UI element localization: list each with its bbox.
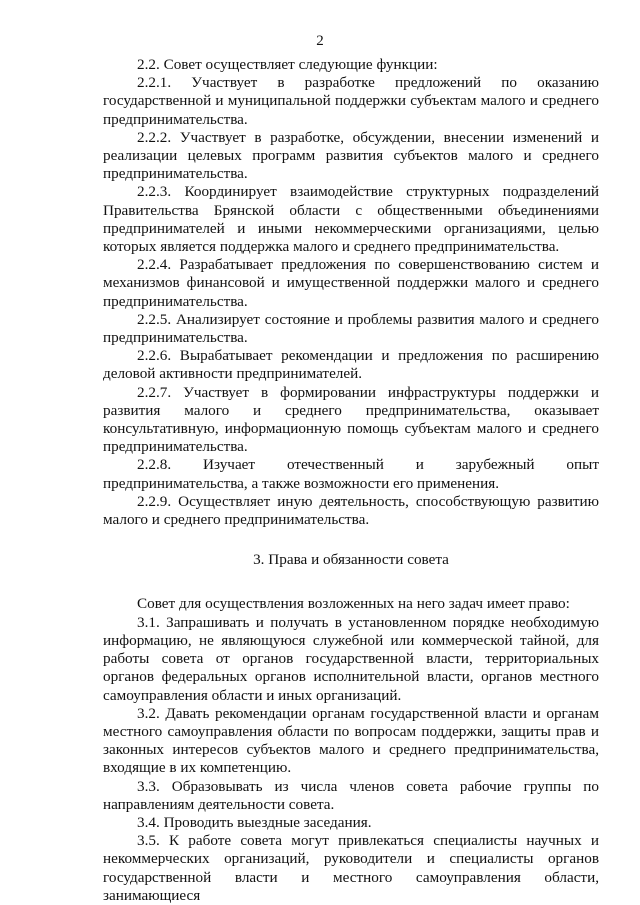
paragraph-3-1: 3.1. Запрашивать и получать в установленном порядке необходимую информацию, не являющуюся служебной или коммерческой тайной, для работы совета от органов государственной власти, территориальных органов федеральных органов исполнительной власти, органов местного самоуправления области и иных организаций. (103, 613, 599, 704)
paragraph-3-4: 3.4. Проводить выездные заседания. (137, 813, 372, 831)
paragraph-3-2: 3.2. Давать рекомендации органам государственной власти и органам местного самоуправления области по вопросам поддержки, защиты прав и законных интересов субъектов малого и среднего предпринимательства, входящие в их компетенцию. (103, 704, 599, 777)
section-2-2-intro: 2.2. Совет осуществляет следующие функции: (137, 56, 438, 73)
paragraph-2-2-1: 2.2.1. Участвует в разработке предложений по оказанию государственной и муниципальной поддержки субъектам малого и среднего предпринимательства. (103, 74, 599, 128)
paragraph-2-2-2: 2.2.2. Участвует в разработке, обсуждении, внесении изменений и реализации целевых программ развития субъектов малого и среднего предпринимательства. (103, 128, 599, 183)
paragraph-3-3: 3.3. Образовывать из числа членов совета рабочие группы по направлениям деятельности совета. (103, 777, 599, 813)
paragraph-2-2-9: 2.2.9. Осуществляет иную деятельность, способствующую развитию малого и среднего предпринимательства. (103, 492, 599, 529)
page-number: 2 (316, 33, 324, 49)
paragraph-2-2-6: 2.2.6. Вырабатывает рекомендации и предложения по расширению деловой активности предпринимателей. (103, 347, 599, 383)
paragraph-2-2-4: 2.2.4. Разрабатывает предложения по совершенствованию систем и механизмов финансовой и имущественной поддержки малого и среднего предпринимательства. (103, 256, 599, 310)
section-3-intro: Совет для осуществления возложенных на него задач имеет право: (137, 595, 570, 613)
paragraph-2-2-3: 2.2.3. Координирует взаимодействие структурных подразделений Правительства Брянской области с общественными объединениями предпринимателей и иными некоммерческими организациями, целью которых является поддержка малого и среднего предпринимательства. (103, 183, 599, 256)
section-3-heading: 3. Права и обязанности совета (253, 551, 449, 569)
document-body (103, 56, 599, 905)
paragraph-3-5: 3.5. К работе совета могут привлекаться специалисты научных и некоммерческих организаций, руководители и специалисты органов государственной власти и местного самоуправления области, занимающиеся (103, 832, 599, 904)
paragraph-2-2-8: 2.2.8. Изучает отечественный и зарубежный опыт предпринимательства, а также возможности его применения. (103, 456, 599, 492)
paragraph-2-2-7: 2.2.7. Участвует в формировании инфраструктуры поддержки и развития малого и среднего предпринимательства, оказывает консультативную, информационную помощь субъектам малого и среднего предпринимательства. (103, 383, 599, 456)
paragraph-2-2-5: 2.2.5. Анализирует состояние и проблемы развития малого и среднего предпринимательства. (103, 310, 599, 347)
